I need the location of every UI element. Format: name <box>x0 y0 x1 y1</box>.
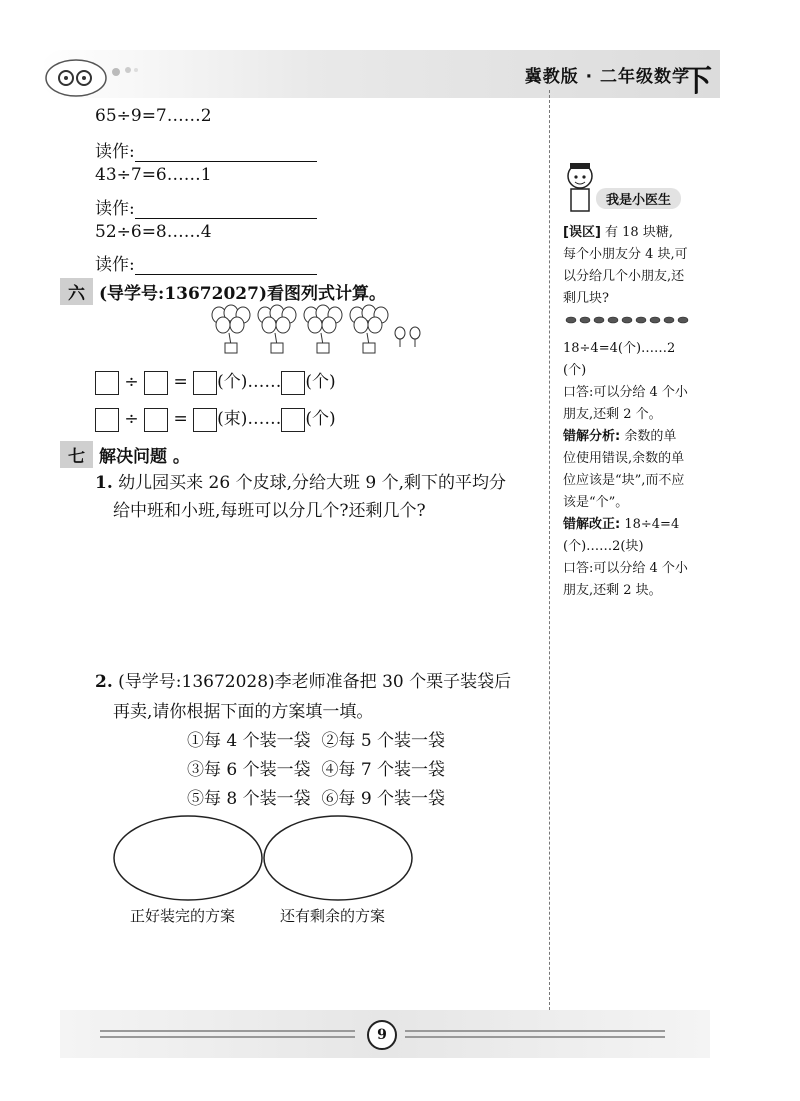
footer-rule-left <box>100 1036 355 1038</box>
option-row-1 <box>187 726 445 751</box>
page-number: 9 <box>367 1020 397 1050</box>
section-7-heading <box>60 441 190 468</box>
sidebar-wrong-answer <box>563 338 713 426</box>
doctor-badge: 我是小医生 <box>596 188 681 209</box>
blank-box[interactable] <box>281 408 305 432</box>
read-label: 读作: <box>95 199 135 219</box>
blank-box[interactable] <box>144 408 168 432</box>
blank-box[interactable] <box>281 371 305 395</box>
section-tag: 七 <box>60 441 93 468</box>
ellipse-left-label: 正好装完的方案 <box>130 907 236 925</box>
ellipse-right-label: 还有剩余的方案 <box>280 907 386 925</box>
blank-box[interactable] <box>144 371 168 395</box>
sidebar-line: 18÷4=4(个)……2 <box>563 341 676 356</box>
sidebar-line: 位应该是“块”,而不应 <box>563 473 685 488</box>
equation-row-1 <box>95 367 336 395</box>
sidebar-line: 位使用错误,余数的单 <box>563 451 685 466</box>
option-row-2 <box>187 755 445 780</box>
unit-text: (个)…… <box>217 372 282 392</box>
sidebar-line: (个)……2(块) <box>563 539 644 554</box>
sidebar-line: 朋友,还剩 2 块。 <box>563 583 662 598</box>
footer-rule-right <box>405 1030 665 1032</box>
sidebar-line: 朋友,还剩 2 个。 <box>563 407 662 422</box>
ellipse-exact-fit <box>114 816 262 900</box>
sidebar-line: 口答:可以分给 4 个小 <box>563 385 688 400</box>
sidebar-line: 每个小朋友分 4 块,可 <box>563 247 688 262</box>
option: ③每 6 个装一袋 <box>187 760 311 780</box>
question-number: 2. <box>95 672 113 692</box>
blank-box[interactable] <box>95 371 119 395</box>
read-line-1 <box>95 137 317 162</box>
correction-heading: 错解改正: <box>563 517 621 532</box>
divide-sign: ÷ <box>124 409 139 429</box>
header-volume: 下 <box>682 64 712 99</box>
read-line-3 <box>95 250 317 275</box>
sidebar-problem <box>563 222 713 310</box>
expr-3: 52÷6=8……4 <box>95 222 212 242</box>
sidebar-line: 18÷4=4 <box>624 517 680 532</box>
error-tag: [误区] <box>563 225 601 240</box>
sidebar-content <box>563 222 713 602</box>
answer-blank[interactable] <box>135 256 317 275</box>
read-label: 读作: <box>95 142 135 162</box>
sidebar-line: 该是“个”。 <box>563 495 629 510</box>
sidebar-line: 以分给几个小朋友,还 <box>563 269 685 284</box>
candies-icon <box>563 310 703 330</box>
single-balloon-icon <box>395 327 420 347</box>
read-line-2 <box>95 194 317 219</box>
answer-blank[interactable] <box>135 200 317 219</box>
column-divider <box>549 90 550 1010</box>
sidebar-line: 口答:可以分给 4 个小 <box>563 561 688 576</box>
ellipse-remainder <box>264 816 412 900</box>
read-label: 读作: <box>95 255 135 275</box>
option: ⑥每 9 个装一袋 <box>321 789 446 809</box>
sidebar-line: 余数的单 <box>624 429 677 444</box>
mascot-logo-icon <box>36 48 146 100</box>
footer-rule-right <box>405 1036 665 1038</box>
blank-box[interactable] <box>95 408 119 432</box>
question-1-line-1 <box>95 468 506 493</box>
unit-text: (个) <box>305 409 336 429</box>
balloons-illustration <box>205 303 425 361</box>
unit-text: (束)…… <box>217 409 282 429</box>
sidebar-line: 剩几块? <box>563 291 609 306</box>
footer-rule-left <box>100 1030 355 1032</box>
option: ⑤每 8 个装一袋 <box>187 789 311 809</box>
balloon-bunch-icon <box>258 305 296 353</box>
question-number: 1. <box>95 473 113 493</box>
balloon-bunch-icon <box>212 305 250 353</box>
sidebar-analysis <box>563 426 713 514</box>
question-text: (导学号:13672028)李老师准备把 30 个栗子装袋后 <box>118 672 512 692</box>
question-2-line-1 <box>95 667 511 692</box>
analysis-heading: 错解分析: <box>563 429 621 444</box>
answer-blank[interactable] <box>135 143 317 162</box>
question-1-line-2: 给中班和小班,每班可以分几个?还剩几个? <box>113 501 426 521</box>
question-text: 幼儿园买来 26 个皮球,分给大班 9 个,剩下的平均分 <box>118 473 507 493</box>
header-edition: 冀教版 · 二年级数学 <box>524 67 690 87</box>
blank-box[interactable] <box>193 371 217 395</box>
sidebar-line: 有 18 块糖, <box>605 225 673 240</box>
option: ①每 4 个装一袋 <box>187 731 311 751</box>
section-title: 解决问题 。 <box>99 447 190 467</box>
doctor-avatar-icon <box>562 160 598 216</box>
balloon-bunch-icon <box>350 305 388 353</box>
option-row-3 <box>187 784 445 809</box>
section-6-heading <box>60 278 386 305</box>
blank-box[interactable] <box>193 408 217 432</box>
answer-ellipses <box>112 812 417 904</box>
sidebar-line: (个) <box>563 363 587 378</box>
section-title: (导学号:13672027)看图列式计算。 <box>99 284 386 304</box>
divide-sign: ÷ <box>124 372 139 392</box>
equation-row-2 <box>95 404 336 432</box>
question-2-line-2: 再卖,请你根据下面的方案填一填。 <box>113 702 374 722</box>
equals-sign: = <box>173 372 188 392</box>
balloon-bunch-icon <box>304 305 342 353</box>
equals-sign: = <box>173 409 188 429</box>
expr-2: 43÷7=6……1 <box>95 165 212 185</box>
sidebar-correction <box>563 514 713 602</box>
option: ④每 7 个装一袋 <box>321 760 446 780</box>
section-tag: 六 <box>60 278 93 305</box>
option: ②每 5 个装一袋 <box>321 731 446 751</box>
unit-text: (个) <box>305 372 336 392</box>
expr-1: 65÷9=7……2 <box>95 106 212 126</box>
